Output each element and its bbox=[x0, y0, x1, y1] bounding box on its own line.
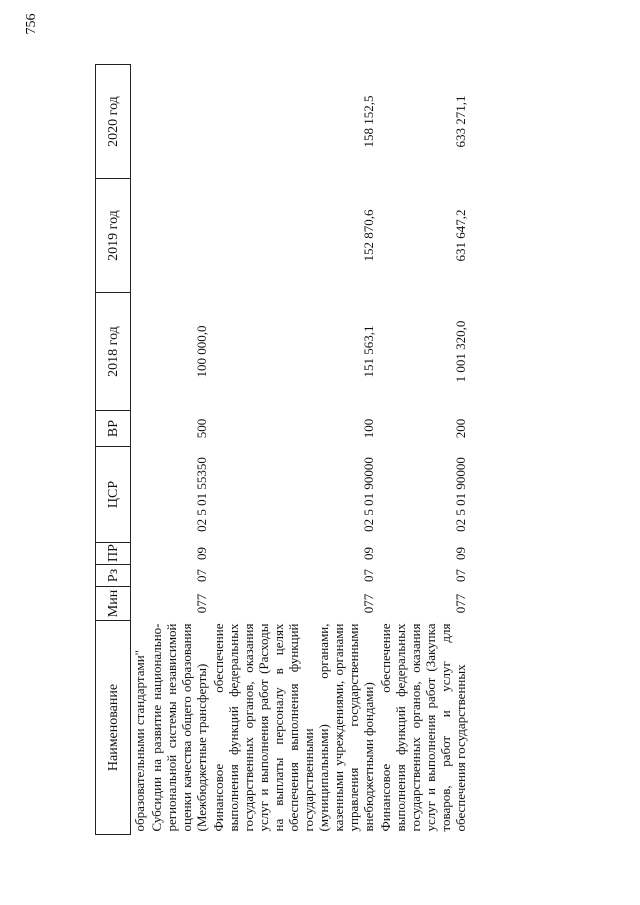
header-2020: 2020 год bbox=[96, 65, 131, 179]
header-csr: ЦСР bbox=[96, 447, 131, 543]
row-min bbox=[131, 587, 149, 621]
row-vr: 100 bbox=[361, 418, 376, 439]
table-row bbox=[377, 65, 469, 835]
row-2019: 152 870,6 bbox=[361, 209, 376, 262]
row-2018 bbox=[131, 293, 149, 411]
row-vr bbox=[131, 411, 149, 447]
header-rz: Рз bbox=[96, 565, 131, 587]
row-pr: 09 bbox=[361, 547, 376, 560]
table-row bbox=[131, 65, 149, 835]
row-2019 bbox=[148, 179, 210, 293]
page-number-text: 756 bbox=[24, 13, 39, 35]
row-2020 bbox=[131, 65, 149, 179]
row-csr: 02 5 01 90000 bbox=[453, 457, 468, 532]
row-min: 077 bbox=[453, 593, 468, 614]
row-2020 bbox=[148, 65, 210, 179]
header-2018: 2018 год bbox=[96, 293, 131, 411]
row-rz: 07 bbox=[361, 569, 376, 582]
row-2018: 151 563,1 bbox=[361, 325, 376, 378]
header-name: Наименование bbox=[96, 621, 131, 835]
row-csr: 02 5 01 55350 bbox=[194, 457, 209, 532]
row-rz bbox=[131, 565, 149, 587]
row-vr: 500 bbox=[194, 418, 209, 439]
header-min: Мин bbox=[96, 587, 131, 621]
row-2020: 633 271,1 bbox=[453, 95, 468, 148]
row-min: 077 bbox=[194, 593, 209, 614]
header-2019: 2019 год bbox=[96, 179, 131, 293]
row-vr: 200 bbox=[453, 418, 468, 439]
header-vr: ВР bbox=[96, 411, 131, 447]
row-2018: 1 001 320,0 bbox=[453, 320, 468, 383]
table-row bbox=[148, 65, 210, 835]
row-csr: 02 5 01 90000 bbox=[361, 457, 376, 532]
row-pr: 09 bbox=[453, 547, 468, 560]
row-rz: 07 bbox=[194, 569, 209, 582]
row-name: Финансовое обеспечение выполнения функций федеральных государственных органов, оказания услуг и выполнения работ (Закупка товаров, работ и услуг для обеспечения государственных bbox=[378, 623, 468, 832]
row-2019: 631 647,2 bbox=[453, 209, 468, 262]
row-2018: 100 000,0 bbox=[194, 325, 209, 378]
row-name: Субсидии на развитие национально-региональной системы независимой оценки качества общего образования (Межбюджетные трансферты) bbox=[149, 623, 209, 832]
row-pr: 09 bbox=[194, 547, 209, 560]
row-min: 077 bbox=[361, 593, 376, 614]
rotated-page bbox=[95, 35, 615, 835]
page-number bbox=[22, 12, 42, 36]
budget-table bbox=[95, 64, 469, 835]
row-rz: 07 bbox=[453, 569, 468, 582]
row-name: Финансовое обеспечение выполнения функций федеральных государственных органов, оказания услуг и выполнения работ (Расходы на выплаты персоналу в целях обеспечения выполнения функций государственными (муниципальными) органами, казенными учреждениями, органами управления государственными внебюджетными фондами) bbox=[211, 623, 376, 832]
header-pr: ПР bbox=[96, 543, 131, 565]
table-row bbox=[210, 65, 377, 835]
row-2019 bbox=[131, 179, 149, 293]
row-csr bbox=[131, 447, 149, 543]
header-row bbox=[96, 65, 131, 835]
row-name: образовательными стандартами" bbox=[132, 650, 147, 832]
row-pr bbox=[131, 543, 149, 565]
row-2020: 158 152,5 bbox=[361, 95, 376, 148]
